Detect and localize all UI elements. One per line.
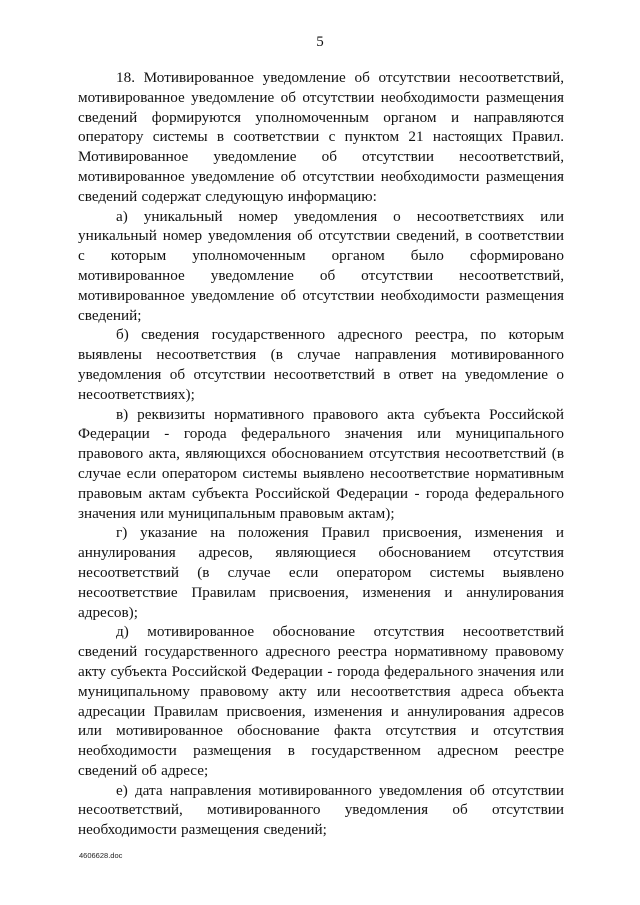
paragraph-item-d: д) мотивированное обоснование отсутствия несоответствий сведений государственного адресного реестра нормативному правовому акту субъекта Российской Федерации - города федерального значения или муниципальному правовому акту или несоответствия адреса объекта адресации Правилам присвоения, изменения и аннулирования адресов или мотивированное обоснование факта отсутствия и отсутствия необходимости размещения в государственном адресном реестре сведений об адресе; bbox=[78, 623, 564, 779]
paragraph-item-e: е) дата направления мотивированного уведомления об отсутствии несоответствий, мотивированного уведомления об отсутствии необходимости размещения сведений; bbox=[78, 781, 564, 839]
paragraph-item-a: а) уникальный номер уведомления о несоответствиях или уникальный номер уведомления об отсутствии сведений, в соответствии с которым уполномоченным органом было сформировано мотивированное уведомление об отсутствии несоответствий, мотивированное уведомление об отсутствии необходимости размещения сведений; bbox=[78, 207, 564, 324]
document-body bbox=[78, 68, 564, 840]
page-number: 5 bbox=[316, 34, 324, 50]
paragraph-item-b: б) сведения государственного адресного реестра, по которым выявлены несоответствия (в случае направления мотивированного уведомления об отсутствии несоответствий в ответ на уведомление о несоответствиях); bbox=[78, 326, 564, 403]
paragraph-18-intro: 18. Мотивированное уведомление об отсутствии несоответствий, мотивированное уведомление об отсутствии необходимости размещения сведений формируются уполномоченным органом и направляются оператору системы в соответствии с пунктом 21 настоящих Правил. Мотивированное уведомление об отсутствии несоответствий, мотивированное уведомление об отсутствии необходимости размещения сведений содержат следующую информацию: bbox=[78, 69, 564, 205]
paragraph-item-v: в) реквизиты нормативного правового акта субъекта Российской Федерации - города федерального значения или муниципального правового акта, являющихся обоснованием отсутствия несоответствий (в случае если оператором системы выявлено несоответствие нормативным правовым актам субъекта Российской Федерации - города федерального значения или муниципальным правовым актам); bbox=[78, 405, 564, 522]
document-file-code: 4606628.doc bbox=[79, 851, 123, 860]
paragraph-item-g: г) указание на положения Правил присвоения, изменения и аннулирования адресов, являющиеся обоснованием отсутствия несоответствий (в случае если оператором системы выявлено несоответствие Правилам присвоения, изменения и аннулирования адресов); bbox=[78, 524, 564, 621]
